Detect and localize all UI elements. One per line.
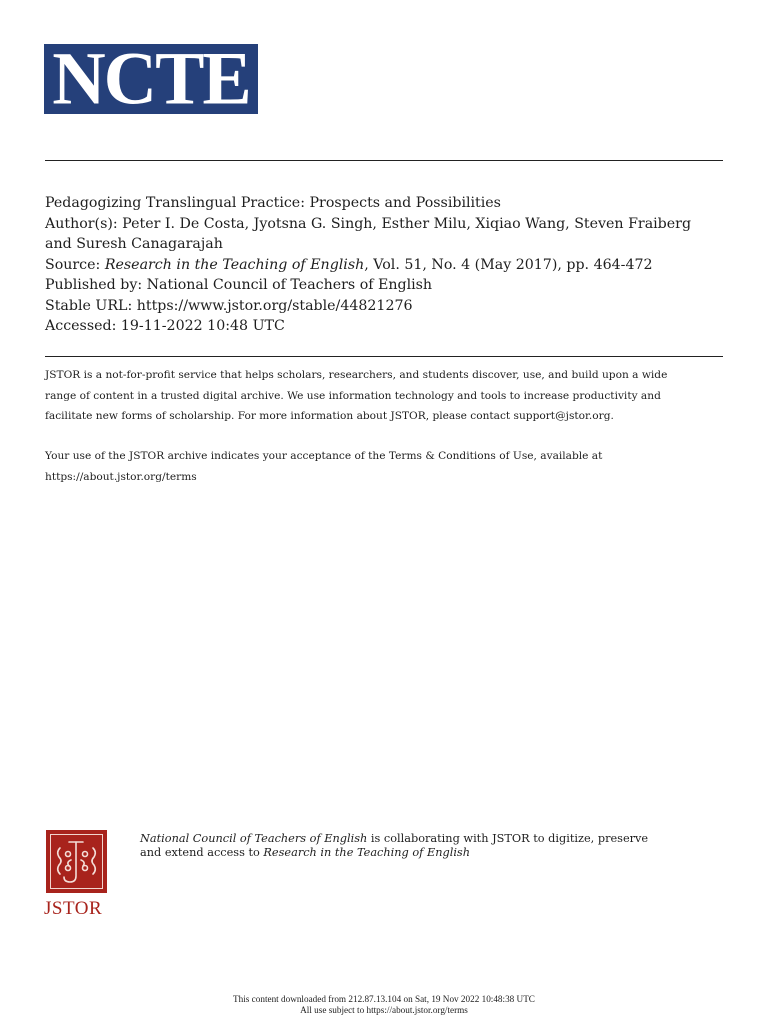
footer-line-2: All use subject to https://about.jstor.org/terms — [300, 1005, 468, 1015]
footer-line-1: This content downloaded from 212.87.13.104 on Sat, 19 Nov 2022 10:48:38 UTC — [233, 994, 535, 1004]
collab-line-1 — [140, 832, 740, 846]
article-accessed: Accessed: 19-11-2022 10:48 UTC — [45, 318, 285, 334]
article-authors-line1: Author(s): Peter I. De Costa, Jyotsna G. Singh, Esther Milu, Xiqiao Wang, Steven Fraiberg — [45, 215, 692, 232]
ncte-logo — [44, 37, 258, 121]
jstor-notice — [45, 365, 735, 427]
source-journal: Research in the Teaching of English — [104, 256, 365, 273]
source-label: Source: — [45, 256, 105, 273]
terms-line-1: Your use of the JSTOR archive indicates your acceptance of the Terms & Conditions of Use, available at — [45, 450, 603, 462]
jstor-logo-emblem — [46, 830, 107, 893]
middle-divider — [45, 356, 723, 357]
collab-text-1: is collaborating with JSTOR to digitize, preserve — [367, 832, 649, 845]
article-metadata — [45, 193, 735, 337]
notice-line-1: JSTOR is a not-for-profit service that helps scholars, researchers, and students discover, use, and build upon a wide — [45, 369, 668, 381]
article-publisher: Published by: National Council of Teachers of English — [45, 277, 433, 293]
terms-link[interactable]: https://about.jstor.org/terms — [45, 471, 197, 483]
article-authors-line2: and Suresh Canagarajah — [45, 236, 223, 252]
collab-org: National Council of Teachers of English — [140, 832, 368, 845]
collab-line-2 — [140, 846, 740, 860]
collab-text-2: and extend access to — [140, 845, 264, 859]
terms-notice — [45, 446, 735, 488]
article-stable-url[interactable]: Stable URL: https://www.jstor.org/stable/44821276 — [45, 297, 413, 314]
collab-journal: Research in the Teaching of English — [263, 845, 470, 859]
jstor-logo-word: JSTOR — [44, 898, 103, 919]
jstor-emblem-icon — [46, 830, 107, 893]
collaboration-statement — [140, 832, 740, 859]
notice-line-2: range of content in a trusted digital archive. We use information technology and tools to increase productivity and — [45, 389, 661, 402]
top-divider — [45, 160, 723, 161]
notice-line-3: facilitate new forms of scholarship. For more information about JSTOR, please contact support@jstor.org. — [45, 410, 614, 422]
ncte-logo-text: NCTE — [52, 37, 250, 121]
article-title: Pedagogizing Translingual Practice: Prospects and Possibilities — [45, 195, 501, 211]
article-source — [45, 255, 735, 276]
source-details: , Vol. 51, No. 4 (May 2017), pp. 464-472 — [364, 256, 653, 273]
download-footer — [0, 994, 768, 1016]
